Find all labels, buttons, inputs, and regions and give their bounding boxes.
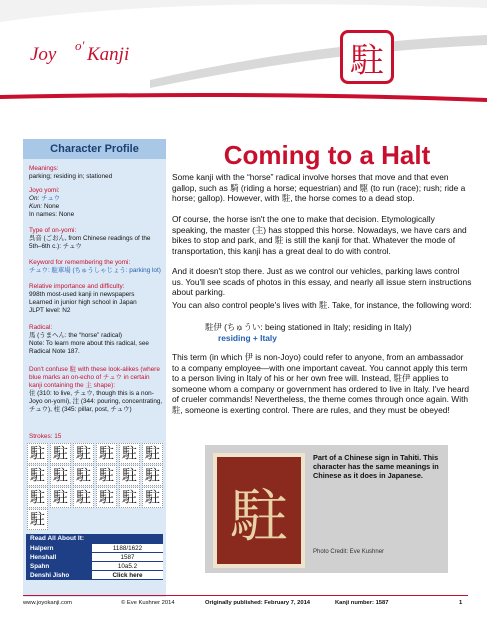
character-profile-title: Character Profile [23, 139, 166, 159]
importance-section [29, 283, 163, 315]
logo-o-text: o' [75, 38, 85, 53]
confuse-label: Don't confuse 駐 with these look-alikes (where blue marks an on-echo of チュウ in certain kanji containing the 主 shape): [29, 366, 160, 389]
reference-value: 10a5.2 [92, 562, 163, 571]
footer-copyright: © Eve Kushner 2014 [121, 600, 175, 606]
footer-page-number: 1 [459, 600, 463, 606]
kun-label: Kun: [29, 203, 43, 210]
stroke-step: 駐 [73, 443, 94, 464]
stroke-step: 駐 [142, 443, 163, 464]
sign-photo: 駐 [213, 453, 305, 568]
logo-kanji-text: Kanji [87, 44, 130, 65]
stroke-step: 駐 [27, 465, 48, 486]
onyomi-type-text: 呉音 (ごおん, from Chinese readings of the 5th–6th c.): チュウ [29, 235, 151, 250]
importance-line-1: 998th most-used kanji in newspapers [29, 291, 135, 298]
on-label: On: [29, 195, 40, 202]
photo-credit: Photo Credit: Eve Kushner [313, 549, 385, 555]
radical-section [29, 324, 163, 356]
importance-line-3: JLPT level: N2 [29, 307, 71, 314]
logo-joy-text: Joy [30, 44, 57, 65]
radical-note-link[interactable]: Note: To learn more about this radical, see Radical Note 187. [29, 340, 149, 355]
reference-row [26, 571, 163, 580]
names-label: In names: [29, 211, 58, 218]
joy-o-kanji-logo[interactable] [30, 38, 140, 74]
reference-value: 1188/1622 [92, 544, 163, 553]
kun-value: None [43, 203, 60, 210]
joyo-yomi-section [29, 187, 163, 219]
paragraph-3: And it doesn't stop there. Just as we control our vehicles, parking laws control us. You'll see scads of photos in this essay, and nearly all issue stern instructions about parking. [172, 266, 472, 297]
read-all-about-it-box [26, 534, 163, 590]
reference-row [26, 553, 163, 562]
article-title: Coming to a Halt [223, 140, 431, 170]
footer-site-link[interactable]: www.joyokanji.com [23, 600, 72, 606]
keyword-text: チュウ: 駐車場 (ちゅうしゃじょう: parking lot) [29, 267, 161, 274]
footer-published: Originally published: February 7, 2014 [205, 600, 311, 606]
stroke-step: 駐 [27, 487, 48, 508]
strokes-label: Strokes: 15 [29, 433, 62, 440]
meanings-value: parking; residing in; stationed [29, 173, 113, 180]
stroke-order-grid [27, 443, 163, 528]
importance-line-2: Learned in junior high school in Japan [29, 299, 137, 306]
stroke-step: 駐 [142, 465, 163, 486]
stroke-step: 駐 [142, 487, 163, 508]
stroke-step: 駐 [50, 465, 71, 486]
reference-row [26, 544, 163, 553]
names-value: None [58, 211, 75, 218]
keyword-label: Keyword for remembering the yomi: [29, 259, 131, 266]
radical-label: Radical: [29, 324, 53, 331]
importance-label: Relative importance and difficulty: [29, 283, 125, 290]
example-breakdown: residing + Italy [218, 333, 277, 343]
meanings-label: Meanings: [29, 165, 59, 172]
footer-kanji-number: Kanji number: 1587 [335, 600, 389, 606]
stroke-step: 駐 [27, 443, 48, 464]
stroke-step: 駐 [73, 465, 94, 486]
stroke-step: 駐 [73, 487, 94, 508]
on-value: チュウ [41, 195, 61, 202]
paragraph-5: This term (in which 伊 is non-Joyo) could refer to anyone, from an ambassador to a company employee—with one important caveat. You cannot apply this term to a person living in Italy of his or her own free will. Instead, 駐伊 applies to someone whom a company or government has ordered to live in Italy. I've heard of crueler commands! Nevertheless, the theme comes through once again. With 駐, someone is exerting control. There are rules, and they must be obeyed! [172, 352, 470, 415]
stroke-step: 駐 [27, 509, 48, 530]
example-word: 駐伊 (ちゅうい: being stationed in Italy; residing in Italy) [205, 322, 412, 332]
keyword-section [29, 259, 163, 275]
stroke-step: 駐 [96, 443, 117, 464]
stroke-step: 駐 [96, 487, 117, 508]
meanings-section [29, 165, 163, 181]
stroke-step: 駐 [119, 465, 140, 486]
paragraph-2: Of course, the horse isn't the one to make that decision. Etymologically speaking, the master (主) has stopped this horse. Nowadays, we have cars and bikes to stop and park, and 駐 is still the kanji for that. Whatever the mode of transportation, this kanji has a great deal to do with control. [172, 214, 467, 256]
radical-text: 馬 (うまへん: the “horse” radical) [29, 332, 123, 339]
reference-name: Denshi Jisho [26, 571, 92, 580]
featured-kanji-badge: 駐 [340, 30, 394, 84]
denshi-jisho-link[interactable]: Click here [92, 571, 163, 580]
reference-row [26, 562, 163, 571]
reference-name: Henshall [26, 553, 92, 562]
reference-name: Halpern [26, 544, 92, 553]
joyo-yomi-label: Joyo yomi: [29, 187, 60, 194]
stroke-step: 駐 [119, 443, 140, 464]
reference-value: 1587 [92, 553, 163, 562]
confuse-text: 住 (310: to live, チュウ, though this is a non-Joyo on-yomi), 注 (344: pouring, concentrating, チュウ), 柱 (345: pillar, post, チュウ) [29, 390, 163, 413]
stroke-step: 駐 [119, 487, 140, 508]
onyomi-type-section [29, 227, 163, 251]
stroke-step: 駐 [96, 465, 117, 486]
paragraph-4: You can also control people's lives with 駐. Take, for instance, the following word: [172, 300, 472, 310]
stroke-step: 駐 [50, 443, 71, 464]
footer-rule [23, 595, 468, 596]
read-all-title: Read All About It: [26, 534, 163, 544]
confuse-section [29, 366, 163, 414]
stroke-step: 駐 [50, 487, 71, 508]
reference-name: Spahn [26, 562, 92, 571]
paragraph-1: Some kanji with the “horse” radical involve horses that move and that even gallop, such as 騎 (riding a horse; equestrian) and 駆 (to run (race); rush; ride a horse; gallop). However, with 駐, the horse comes to a dead stop. [172, 172, 466, 203]
photo-caption: Part of a Chinese sign in Tahiti. This character has the same meanings in Chinese as it does in Japanese. [313, 453, 439, 480]
onyomi-type-label: Type of on-yomi: [29, 227, 77, 234]
